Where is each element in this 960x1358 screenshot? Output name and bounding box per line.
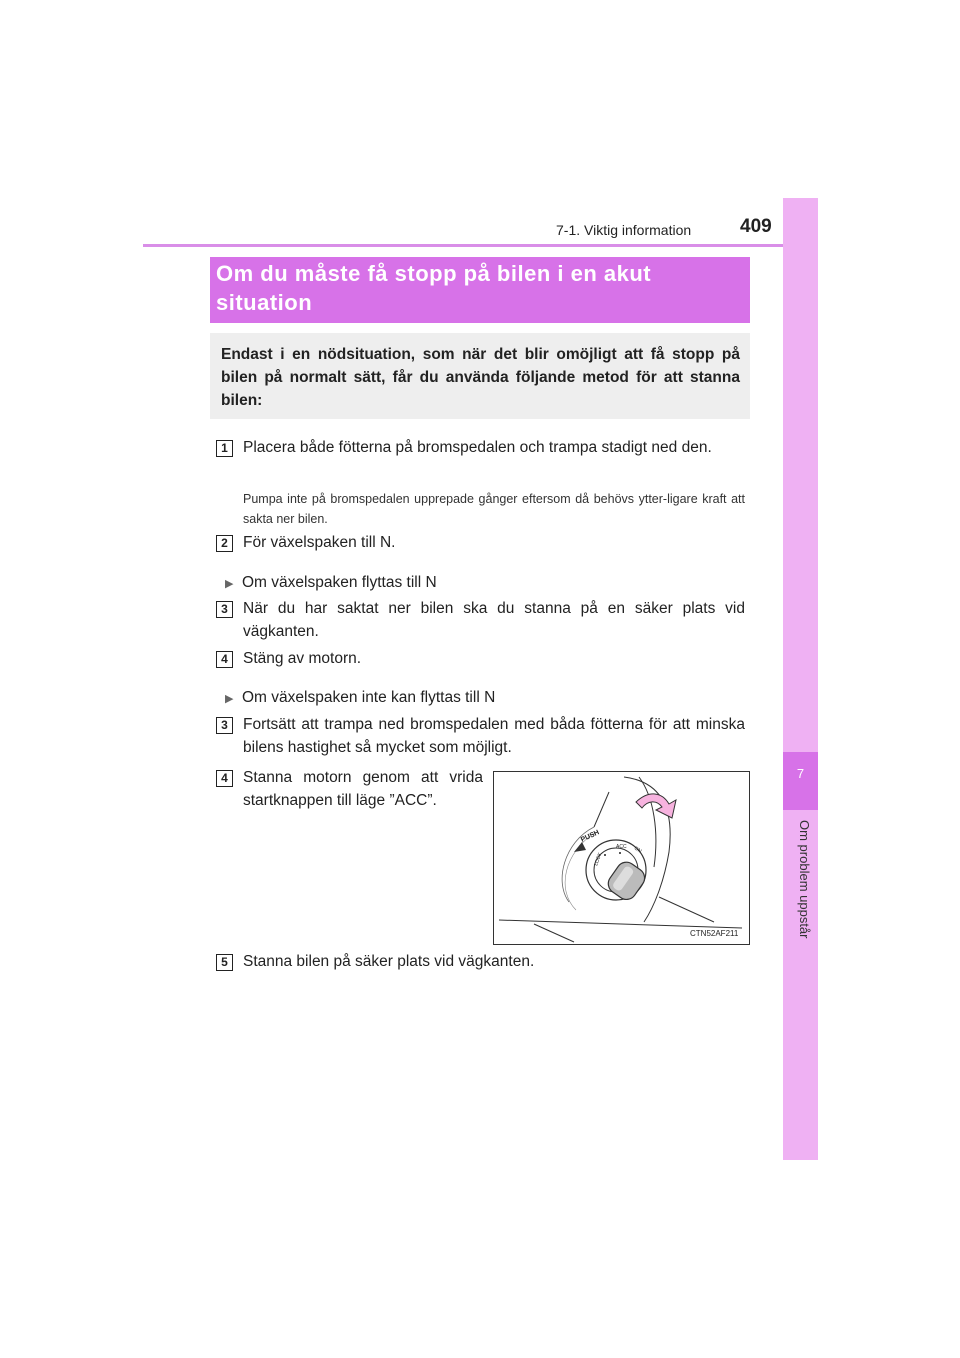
illustration-code: CTN52AF211 [690, 929, 739, 938]
lock-label: LOCK [593, 851, 604, 867]
condition-heading [225, 571, 437, 596]
step-text: Fortsätt att trampa ned bromspedalen med båda fötterna för att minska bilens hastighet så mycket som möjligt. [243, 716, 745, 756]
push-label: PUSH [579, 829, 601, 844]
condition-text: Om växelspaken inte kan flyttas till N [242, 689, 496, 706]
page-title: Om du måste få stopp på bilen i en akut situation [216, 261, 652, 315]
step-badge: 3 [216, 601, 233, 618]
chapter-side-tab [783, 198, 818, 1160]
step-text: Stanna motorn genom att vrida startknappen till läge ”ACC”. [243, 769, 483, 809]
step-badge: 4 [216, 770, 233, 787]
header-divider [143, 244, 818, 247]
rotate-arrow-icon [636, 794, 676, 818]
step-badge: 2 [216, 535, 233, 552]
step-badge: 5 [216, 954, 233, 971]
step-text: Stäng av motorn. [243, 650, 362, 667]
step-badge: 1 [216, 440, 233, 457]
acc-label: ACC [616, 844, 627, 850]
step-badge: 3 [216, 717, 233, 734]
on-label: ON [633, 845, 643, 855]
chapter-title: Om problem uppstår [797, 820, 812, 939]
page-number: 409 [740, 216, 772, 237]
ignition-switch-drawing [494, 772, 749, 944]
chapter-number: 7 [796, 766, 805, 781]
step-text: När du har saktat ner bilen ska du stanna på en säker plats vid vägkanten. [243, 600, 745, 640]
step-text: Stanna bilen på säker plats vid vägkanten. [243, 953, 535, 970]
triangle-bullet-icon: ▶ [225, 693, 234, 705]
chapter-side-tab-marker [783, 752, 818, 810]
step-badge: 4 [216, 651, 233, 668]
condition-text: Om växelspaken flyttas till N [242, 574, 437, 591]
intro-text: Endast i en nödsituation, som när det blir omöjligt att få stopp på bilen på normalt sätt, får du använda följande metod för att stanna bilen: [221, 346, 740, 409]
section-label: 7-1. Viktig information [556, 222, 692, 238]
step-text: För växelspaken till N. [243, 534, 396, 551]
ignition-illustration [493, 771, 750, 945]
step-note: Pumpa inte på bromspedalen upprepade gånger eftersom då behövs ytter-ligare kraft att sakta ner bilen. [243, 492, 745, 526]
triangle-bullet-icon: ▶ [225, 578, 234, 590]
step-text: Placera både fötterna på bromspedalen och trampa stadigt ned den. [243, 439, 712, 456]
condition-heading [225, 686, 495, 711]
